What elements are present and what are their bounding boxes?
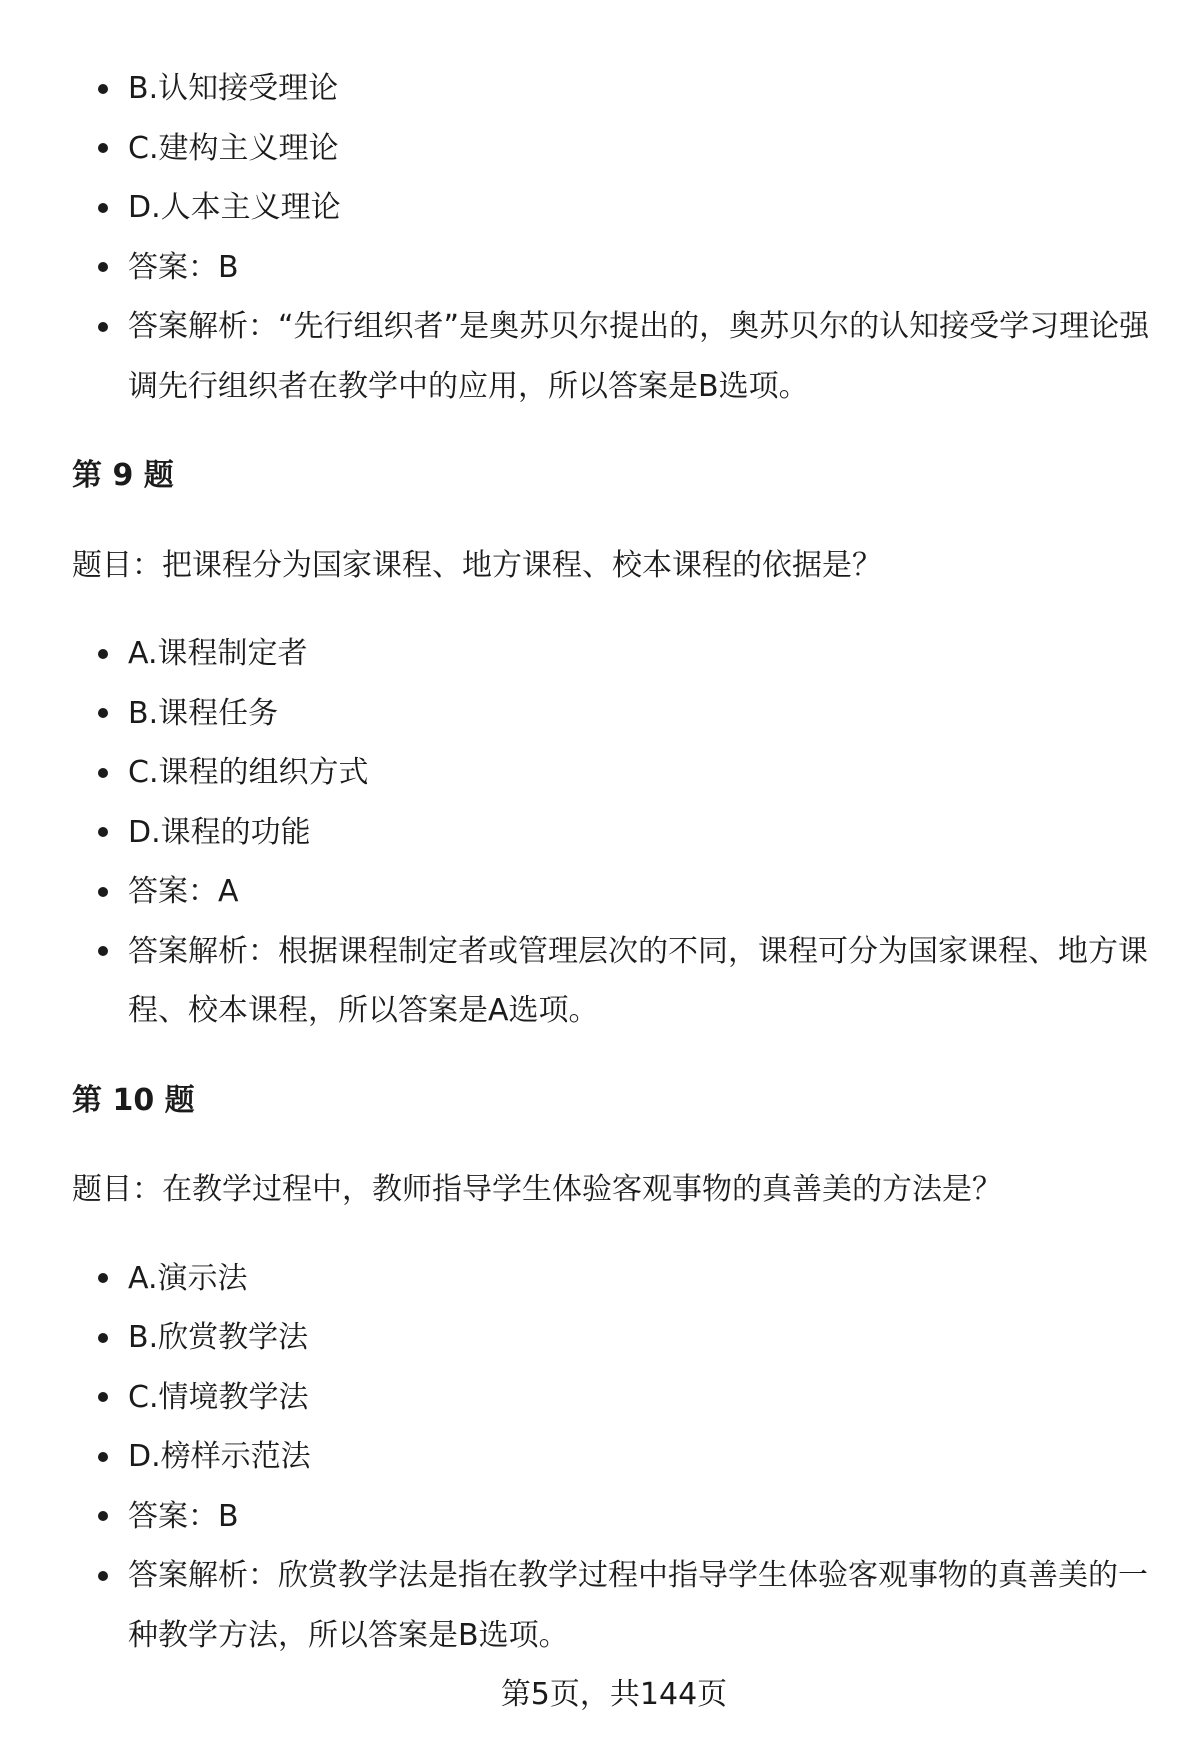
question-10-heading: 第 10 题 bbox=[72, 1082, 195, 1118]
question-9-heading: 第 9 题 bbox=[72, 458, 174, 493]
answer: 答案：B bbox=[128, 1487, 1153, 1547]
answer-explanation: 答案解析：欣赏教学法是指在教学过程中指导学生体验客观事物的真善美的一种教学方法，所以答案是B选项。 bbox=[128, 1546, 1153, 1665]
option-c: C.情境教学法 bbox=[128, 1368, 1153, 1428]
option-a: A.演示法 bbox=[128, 1249, 1153, 1309]
answer-explanation: 答案解析：“先行组织者”是奥苏贝尔提出的，奥苏贝尔的认知接受学习理论强调先行组织者在教学中的应用，所以答案是B选项。 bbox=[128, 297, 1153, 416]
option-d: D.课程的功能 bbox=[128, 803, 1153, 863]
answer: 答案：A bbox=[128, 862, 1153, 922]
question-9-options-list bbox=[72, 624, 1156, 1041]
option-c: C.建构主义理论 bbox=[128, 119, 1153, 179]
question-8-continuation-list bbox=[72, 59, 1156, 416]
answer: 答案：B bbox=[128, 238, 1153, 298]
answer-explanation: 答案解析：根据课程制定者或管理层次的不同，课程可分为国家课程、地方课程、校本课程，所以答案是A选项。 bbox=[128, 922, 1153, 1041]
option-b: B.课程任务 bbox=[128, 684, 1153, 744]
option-b: B.认知接受理论 bbox=[128, 59, 1153, 119]
question-9-stem: 题目：把课程分为国家课程、地方课程、校本课程的依据是？ bbox=[72, 547, 882, 583]
option-d: D.人本主义理论 bbox=[128, 178, 1153, 238]
option-d: D.榜样示范法 bbox=[128, 1427, 1153, 1487]
option-c: C.课程的组织方式 bbox=[128, 743, 1153, 803]
question-10-stem: 题目：在教学过程中，教师指导学生体验客观事物的真善美的方法是？ bbox=[72, 1172, 1002, 1207]
page-number-footer: 第5页，共144页 bbox=[500, 1677, 728, 1712]
option-a: A.课程制定者 bbox=[128, 624, 1153, 684]
question-10-options-list bbox=[72, 1249, 1156, 1666]
option-b: B.欣赏教学法 bbox=[128, 1308, 1153, 1368]
